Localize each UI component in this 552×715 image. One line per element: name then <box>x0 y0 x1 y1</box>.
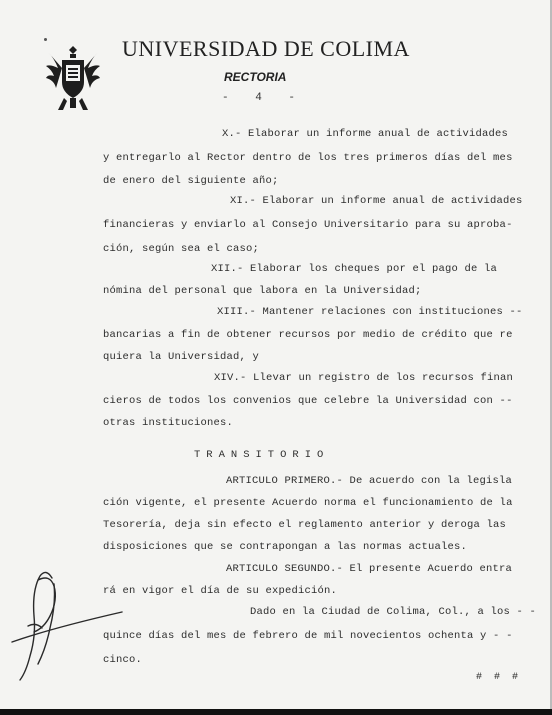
body-line: financieras y enviarlo al Consejo Universitario para su aproba- <box>103 219 513 231</box>
body-line: otras instituciones. <box>103 417 234 429</box>
body-line: XIII.- Mantener relaciones con instituciones -- <box>217 306 523 318</box>
end-marks: # # # <box>476 672 522 683</box>
body-line: XI.- Elaborar un informe anual de actividades <box>230 195 523 207</box>
handwritten-signature <box>8 560 128 685</box>
scan-border <box>0 709 552 715</box>
transitorio-line: Tesorería, deja sin efecto el reglamento anterior y deroga las <box>103 519 507 531</box>
section-heading: TRANSITORIO <box>194 449 330 461</box>
body-line: nómina del personal que labora en la Universidad; <box>103 285 422 297</box>
body-line: XIV.- Llevar un registro de los recursos finan <box>214 372 514 384</box>
university-crest-icon <box>44 40 102 114</box>
body-line: ción, según sea el caso; <box>103 243 260 255</box>
transitorio-line: ARTICULO PRIMERO.- De acuerdo con la legisla <box>226 475 513 487</box>
body-line: quiera la Universidad, y <box>103 351 260 363</box>
body-line: y entregarlo al Rector dentro de los tres primeros días del mes <box>103 152 513 164</box>
transitorio-line: ción vigente, el presente Acuerdo norma el funcionamiento de la <box>103 497 513 509</box>
transitorio-line: disposiciones que se contrapongan a las normas actuales. <box>103 541 468 553</box>
body-line: XII.- Elaborar los cheques por el pago de la <box>211 263 498 275</box>
university-name: UNIVERSIDAD DE COLIMA <box>122 36 410 61</box>
transitorio-line: quince días del mes de febrero de mil novecientos ochenta y - - <box>103 630 513 642</box>
body-line: bancarias a fin de obtener recursos por medio de crédito que re <box>103 329 513 341</box>
transitorio-line: Dado en la Ciudad de Colima, Col., a los - - <box>250 606 537 618</box>
office-name: RECTORIA <box>224 70 287 84</box>
transitorio-line: cinco. <box>103 654 143 666</box>
body-line: cieros de todos los convenios que celebre la Universidad con -- <box>103 395 513 407</box>
body-line: X.- Elaborar un informe anual de actividades <box>222 128 509 140</box>
body-line: de enero del siguiente año; <box>103 175 279 187</box>
transitorio-line: ARTICULO SEGUNDO.- El presente Acuerdo entra <box>226 563 513 575</box>
transitorio-line: rá en vigor el día de su expedición. <box>103 585 338 597</box>
page-number: - 4 - <box>222 92 306 104</box>
